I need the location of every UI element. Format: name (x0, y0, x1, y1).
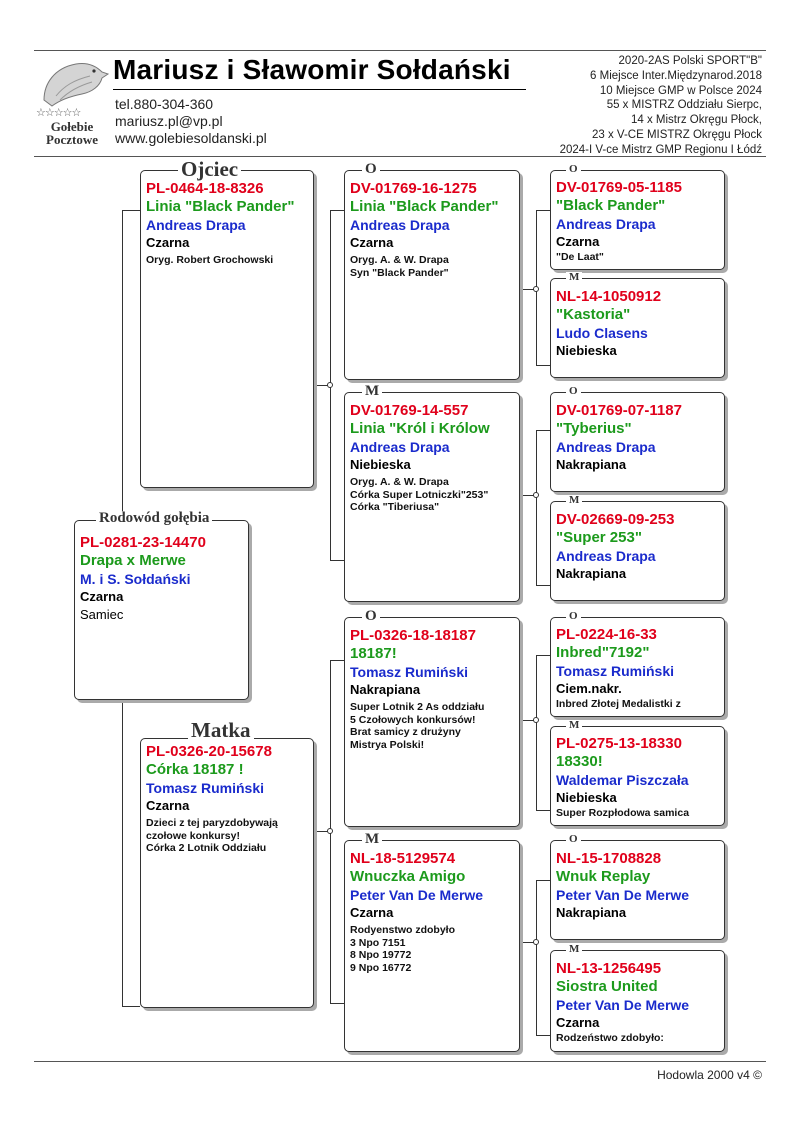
footer-rule (34, 1061, 766, 1062)
pigeon-name: "Super 253" (556, 529, 642, 546)
notes-line: Dzieci z tej paryzdobywają (146, 817, 278, 829)
pigeon-name: "Black Pander" (556, 197, 666, 214)
ring-number: PL-0326-20-15678 (146, 743, 272, 760)
pigeon-name: Wnuk Replay (556, 868, 651, 885)
logo-text-1: Gołebie (50, 119, 94, 134)
achievement-item: 6 Miejsce Inter.Międzynarod.2018 (590, 69, 762, 82)
color-text: Czarna (146, 798, 190, 813)
notes-line: Oryg. A. & W. Drapa (350, 254, 449, 266)
color-text: Nakrapiana (556, 905, 627, 920)
notes-line: Oryg. Robert Grochowski (146, 254, 274, 266)
connector-knot (327, 828, 333, 834)
pigeon-icon (34, 56, 110, 108)
notes-line: Rodzeństwo zdobyło: (556, 1032, 664, 1044)
top-rule (34, 50, 766, 51)
notes-line: czołowe konkursy! (146, 829, 240, 842)
connector-line (330, 660, 344, 661)
breeder-name: Tomasz Rumiński (146, 780, 264, 796)
father-label: Ojciec (178, 159, 241, 180)
notes-line: Super Lotnik 2 As oddziału (350, 701, 485, 713)
color-text: Niebieska (556, 343, 617, 358)
connector-line (536, 585, 550, 586)
notes-line: Rodyenstwo zdobyło (350, 924, 455, 936)
connector-line (122, 210, 140, 211)
pigeon-name: Linia "Black Pander" (350, 198, 499, 215)
color-text: Czarna (146, 235, 190, 250)
pigeon-name: "Kastoria" (556, 306, 631, 323)
connector-line (122, 1006, 140, 1007)
header-rule (34, 156, 766, 157)
notes-line: Super Rozpłodowa samica (556, 807, 690, 819)
connector-knot (327, 382, 333, 388)
connector-line (330, 210, 344, 211)
breeder-name: Andreas Drapa (556, 216, 656, 232)
achievement-item: 2020-2AS Polski SPORT"B" (618, 55, 762, 67)
connector-knot (533, 492, 539, 498)
notes-line: 8 Npo 19772 (350, 949, 412, 961)
ring-number: PL-0464-18-8326 (146, 180, 264, 197)
ring-number: DV-01769-05-1185 (556, 179, 682, 196)
ring-number: NL-14-1050912 (556, 288, 662, 305)
color-text: Niebieska (350, 457, 411, 472)
connector-line (536, 810, 550, 811)
ring-number: DV-01769-14-557 (350, 402, 469, 419)
ring-number: PL-0224-16-33 (556, 626, 657, 643)
logo-text-2: Pocztowe (46, 132, 98, 147)
connector-line (536, 880, 550, 881)
color-text: Nakrapiana (556, 457, 627, 472)
pigeon-name: Linia "Black Pander" (146, 198, 295, 215)
ring-number: PL-0326-18-18187 (350, 627, 476, 644)
female-label: M (566, 272, 582, 283)
great-grandparent-card[interactable] (550, 501, 725, 601)
ring-number: DV-02669-09-253 (556, 511, 675, 528)
male-label: O (362, 609, 380, 624)
notes-line: Mistrya Polski! (350, 738, 425, 751)
male-label: O (566, 611, 581, 622)
phone-text: tel.880-304-360 (115, 96, 214, 112)
color-text: Ciem.nakr. (556, 681, 622, 696)
great-grandparent-card[interactable] (550, 840, 725, 940)
website-link[interactable]: www.golebiesoldanski.pl (115, 130, 267, 146)
notes-line: 3 Npo 7151 (350, 936, 406, 949)
breeder-name: Andreas Drapa (146, 217, 246, 233)
ring-number: NL-15-1708828 (556, 850, 662, 867)
ring-number: NL-13-1256495 (556, 960, 662, 977)
ring-number: PL-0275-13-18330 (556, 735, 682, 752)
pigeon-logo (34, 56, 110, 148)
breeder-name: Peter Van De Merwe (350, 887, 484, 903)
color-text: Czarna (556, 1015, 600, 1030)
breeder-name: Ludo Clasens (556, 325, 648, 341)
connector-line (536, 655, 550, 656)
color-text: Niebieska (556, 790, 617, 805)
connector-line (536, 210, 550, 211)
great-grandparent-card[interactable] (550, 726, 725, 826)
great-grandparent-card[interactable] (550, 278, 725, 378)
great-grandparent-card[interactable] (550, 950, 725, 1052)
achievement-item: 2024-I V-ce Mistrz GMP Regionu I Łódź (559, 143, 762, 156)
pigeon-name: Wnuczka Amigo (350, 868, 466, 885)
achievement-item: 55 x MISTRZ Oddziału Sierpc, (606, 99, 762, 112)
breeder-name: Peter Van De Merwe (556, 997, 690, 1013)
great-grandparent-card[interactable] (550, 617, 725, 717)
color-text: Nakrapiana (350, 682, 421, 697)
connector-knot (533, 286, 539, 292)
notes-line: Córka "Tiberiusa" (350, 501, 440, 513)
pigeon-name: Inbred"7192" (556, 644, 650, 661)
breeder-name: M. i S. Sołdański (80, 571, 191, 587)
notes-line: 5 Czołowych konkursów! (350, 713, 476, 726)
grandfather-paternal-card[interactable] (344, 170, 520, 380)
grandmother-paternal-card[interactable] (344, 392, 520, 602)
notes-line: Córka 2 Lotnik Oddziału (146, 842, 267, 854)
pigeon-name: Córka 18187 ! (146, 761, 244, 778)
father-card[interactable] (140, 170, 314, 488)
sex-text: Samiec (80, 607, 124, 622)
female-label: M (362, 832, 382, 847)
female-label: M (566, 944, 582, 955)
breeder-name: Tomasz Rumiński (350, 664, 468, 680)
male-label: O (362, 162, 380, 177)
ring-number: PL-0281-23-14470 (80, 534, 206, 551)
great-grandparent-card[interactable] (550, 170, 725, 270)
owner-name: Mariusz i Sławomir Sołdański (113, 54, 511, 85)
email-link[interactable]: mariusz.pl@vp.pl (115, 113, 223, 129)
ring-number: DV-01769-07-1187 (556, 402, 682, 419)
breeder-name: Andreas Drapa (350, 217, 450, 233)
color-text: Czarna (556, 234, 600, 249)
grandmother-maternal-card[interactable] (344, 840, 520, 1052)
female-label: M (566, 720, 582, 731)
subject-card[interactable] (74, 520, 249, 700)
connector-line (330, 1003, 344, 1004)
connector-knot (533, 939, 539, 945)
connector-line (536, 1035, 550, 1036)
great-grandparent-card[interactable] (550, 392, 725, 492)
notes-line: Oryg. A. & W. Drapa (350, 476, 449, 488)
ring-number: DV-01769-16-1275 (350, 180, 477, 197)
male-label: O (566, 164, 581, 175)
breeder-name: Tomasz Rumiński (556, 663, 674, 679)
color-text: Nakrapiana (556, 566, 627, 581)
notes-line: Brat samicy z drużyny (350, 726, 461, 738)
mother-label: Matka (188, 720, 254, 741)
achievements-list (560, 54, 762, 158)
color-text: Czarna (80, 589, 124, 604)
breeder-name: Peter Van De Merwe (556, 887, 690, 903)
pigeon-name: Drapa x Merwe (80, 552, 186, 569)
female-label: M (566, 495, 582, 506)
female-label: M (362, 384, 382, 399)
pigeon-name: Siostra United (556, 978, 658, 995)
pigeon-name: "Tyberius" (556, 420, 632, 437)
mother-card[interactable] (140, 738, 314, 1008)
male-label: O (566, 834, 581, 845)
pigeon-name: 18330! (556, 753, 603, 770)
connector-line (536, 430, 550, 431)
notes-line: Syn "Black Pander" (350, 266, 449, 279)
notes-line: Córka Super Lotniczki"253" (350, 488, 489, 501)
male-label: O (566, 386, 581, 397)
connector-knot (533, 717, 539, 723)
pigeon-name: Linia "Król i Królow (350, 420, 490, 437)
footer-text: Hodowla 2000 v4 © (657, 1068, 762, 1082)
pigeon-name: 18187! (350, 645, 397, 662)
achievement-item: 10 Miejsce GMP w Polsce 2024 (599, 84, 762, 97)
breeder-name: Andreas Drapa (556, 439, 656, 455)
connector-line (330, 560, 344, 561)
notes-line: Inbred Złotej Medalistki z (556, 698, 681, 710)
logo-stars: ☆☆☆☆☆ (36, 106, 81, 119)
achievement-item: 23 x V-CE MISTRZ Okręgu Płock (592, 128, 762, 141)
breeder-name: Andreas Drapa (350, 439, 450, 455)
grandfather-maternal-card[interactable] (344, 617, 520, 827)
breeder-name: Andreas Drapa (556, 548, 656, 564)
color-text: Czarna (350, 235, 394, 250)
connector-line (536, 365, 550, 366)
notes-line: 9 Npo 16772 (350, 961, 412, 974)
breeder-name: Waldemar Piszczała (556, 772, 689, 788)
notes-line: "De Laat" (556, 251, 604, 263)
connector-line (536, 430, 537, 585)
owner-underline (113, 89, 526, 90)
subject-label: Rodowód gołębia (96, 511, 212, 526)
ring-number: NL-18-5129574 (350, 850, 456, 867)
achievement-item: 14 x Mistrz Okręgu Płock, (630, 114, 762, 127)
color-text: Czarna (350, 905, 394, 920)
connector-line (536, 655, 537, 810)
connector-line (536, 880, 537, 1035)
